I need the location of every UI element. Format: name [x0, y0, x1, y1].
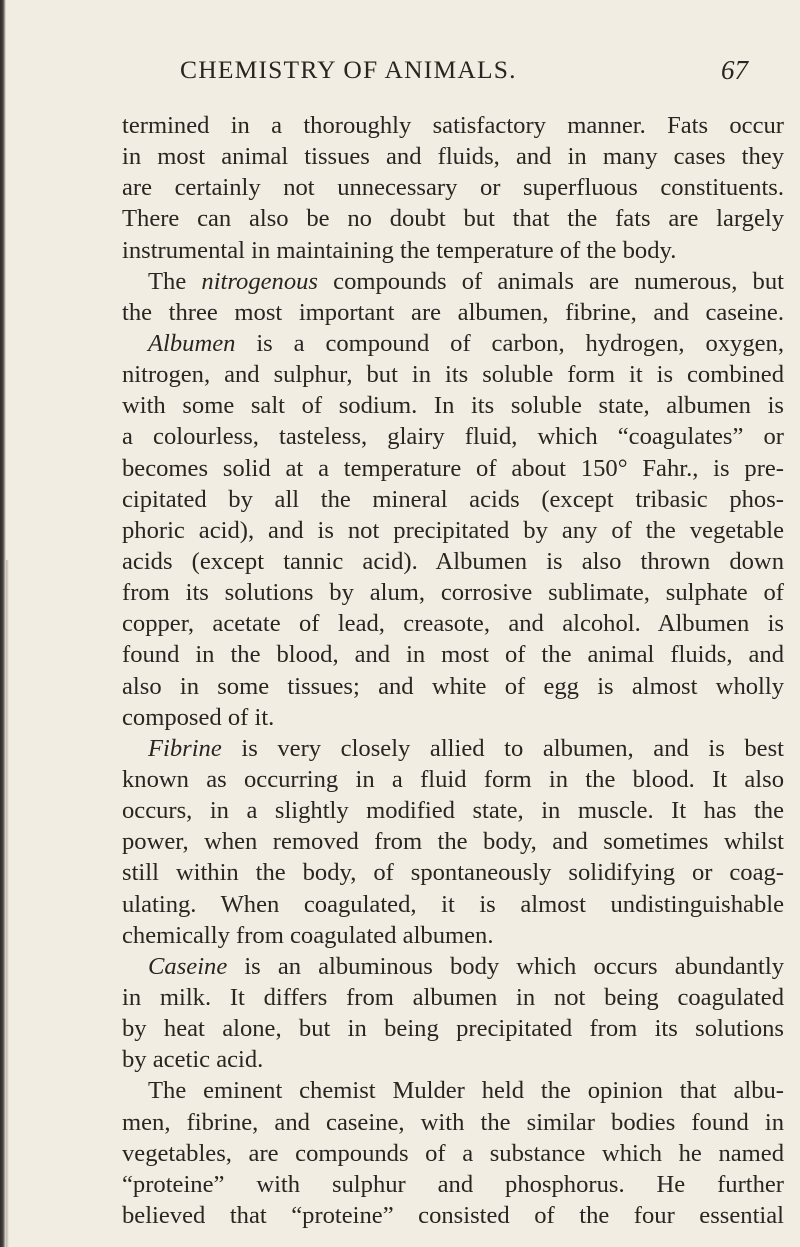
text-segment: is an albuminous body which occurs abundantly: [227, 952, 784, 980]
text-line: nitrogen, and sulphur, but in its soluble form it is combined: [122, 361, 784, 389]
text-line: still within the body, of spontaneously solidifying or coag-: [122, 859, 784, 887]
text-line: found in the blood, and in most of the animal fluids, and: [122, 641, 784, 669]
text-line: [122, 951, 784, 982]
text-line: by heat alone, but in being precipitated from its solutions: [122, 1015, 784, 1043]
text-line: with some salt of sodium. In its soluble state, albumen is: [122, 392, 784, 420]
text-line: a colourless, tasteless, glairy fluid, which “coagulates” or: [122, 423, 784, 451]
page-header: [0, 55, 800, 95]
text-segment: is a compound of carbon, hydrogen, oxygen,: [235, 329, 784, 357]
text-line: [122, 328, 784, 359]
text-segment: The: [148, 267, 202, 295]
text-line: termined in a thoroughly satisfactory manner. Fats occur: [122, 112, 784, 139]
text-line: There can also be no doubt but that the fats are largely: [122, 205, 784, 233]
text-line: the three most important are albumen, fibrine, and caseine.: [122, 298, 784, 326]
text-line: phoric acid), and is not precipitated by any of the vegetable: [122, 516, 784, 544]
body-text: [122, 110, 784, 1231]
page-binding-shadow: [6, 560, 9, 1247]
text-line: composed of it.: [122, 703, 275, 731]
text-line: chemically from coagulated albumen.: [122, 921, 494, 949]
text-line: ulating. When coagulated, it is almost undistinguishable: [122, 890, 784, 918]
page-number: 67: [721, 55, 748, 85]
text-line: vegetables, are compounds of a substance which he named: [122, 1139, 784, 1167]
italic-term: Caseine: [148, 952, 228, 980]
italic-term: Albumen: [148, 329, 236, 357]
text-line: also in some tissues; and white of egg is almost wholly: [122, 672, 784, 700]
text-line: are certainly not unnecessary or superfluous constituents.: [122, 174, 784, 202]
text-line: by acetic acid.: [122, 1046, 264, 1074]
text-line: believed that “proteine” consisted of the four essential: [122, 1201, 784, 1229]
text-line: occurs, in a slightly modified state, in muscle. It has the: [122, 797, 784, 825]
text-line: instrumental in maintaining the temperature of the body.: [122, 236, 677, 264]
text-line: [122, 266, 784, 297]
text-line: in most animal tissues and fluids, and in many cases they: [122, 143, 784, 171]
text-line: in milk. It differs from albumen in not being coagulated: [122, 983, 784, 1011]
text-segment: compounds of animals are numerous, but: [318, 267, 784, 295]
text-segment: is very closely allied to albumen, and is best: [221, 734, 784, 762]
text-line: from its solutions by alum, corrosive sublimate, sulphate of: [122, 579, 784, 607]
text-line: “proteine” with sulphur and phosphorus. He further: [122, 1170, 784, 1198]
italic-term: Fibrine: [148, 734, 222, 762]
text-line: acids (except tannic acid). Albumen is also thrown down: [122, 547, 784, 575]
text-line: power, when removed from the body, and sometimes whilst: [122, 828, 784, 856]
text-line: The eminent chemist Mulder held the opinion that albu-: [148, 1077, 784, 1105]
text-line: [122, 733, 784, 764]
italic-term: nitrogenous: [201, 267, 318, 295]
text-line: copper, acetate of lead, creasote, and alcohol. Albumen is: [122, 610, 784, 638]
text-line: becomes solid at a temperature of about 150° Fahr., is pre-: [122, 454, 784, 482]
text-line: known as occurring in a fluid form in the blood. It also: [122, 765, 784, 793]
text-line: men, fibrine, and caseine, with the similar bodies found in: [122, 1108, 784, 1136]
running-head: CHEMISTRY OF ANIMALS.: [180, 55, 517, 84]
text-line: cipitated by all the mineral acids (except tribasic phos-: [122, 485, 784, 513]
